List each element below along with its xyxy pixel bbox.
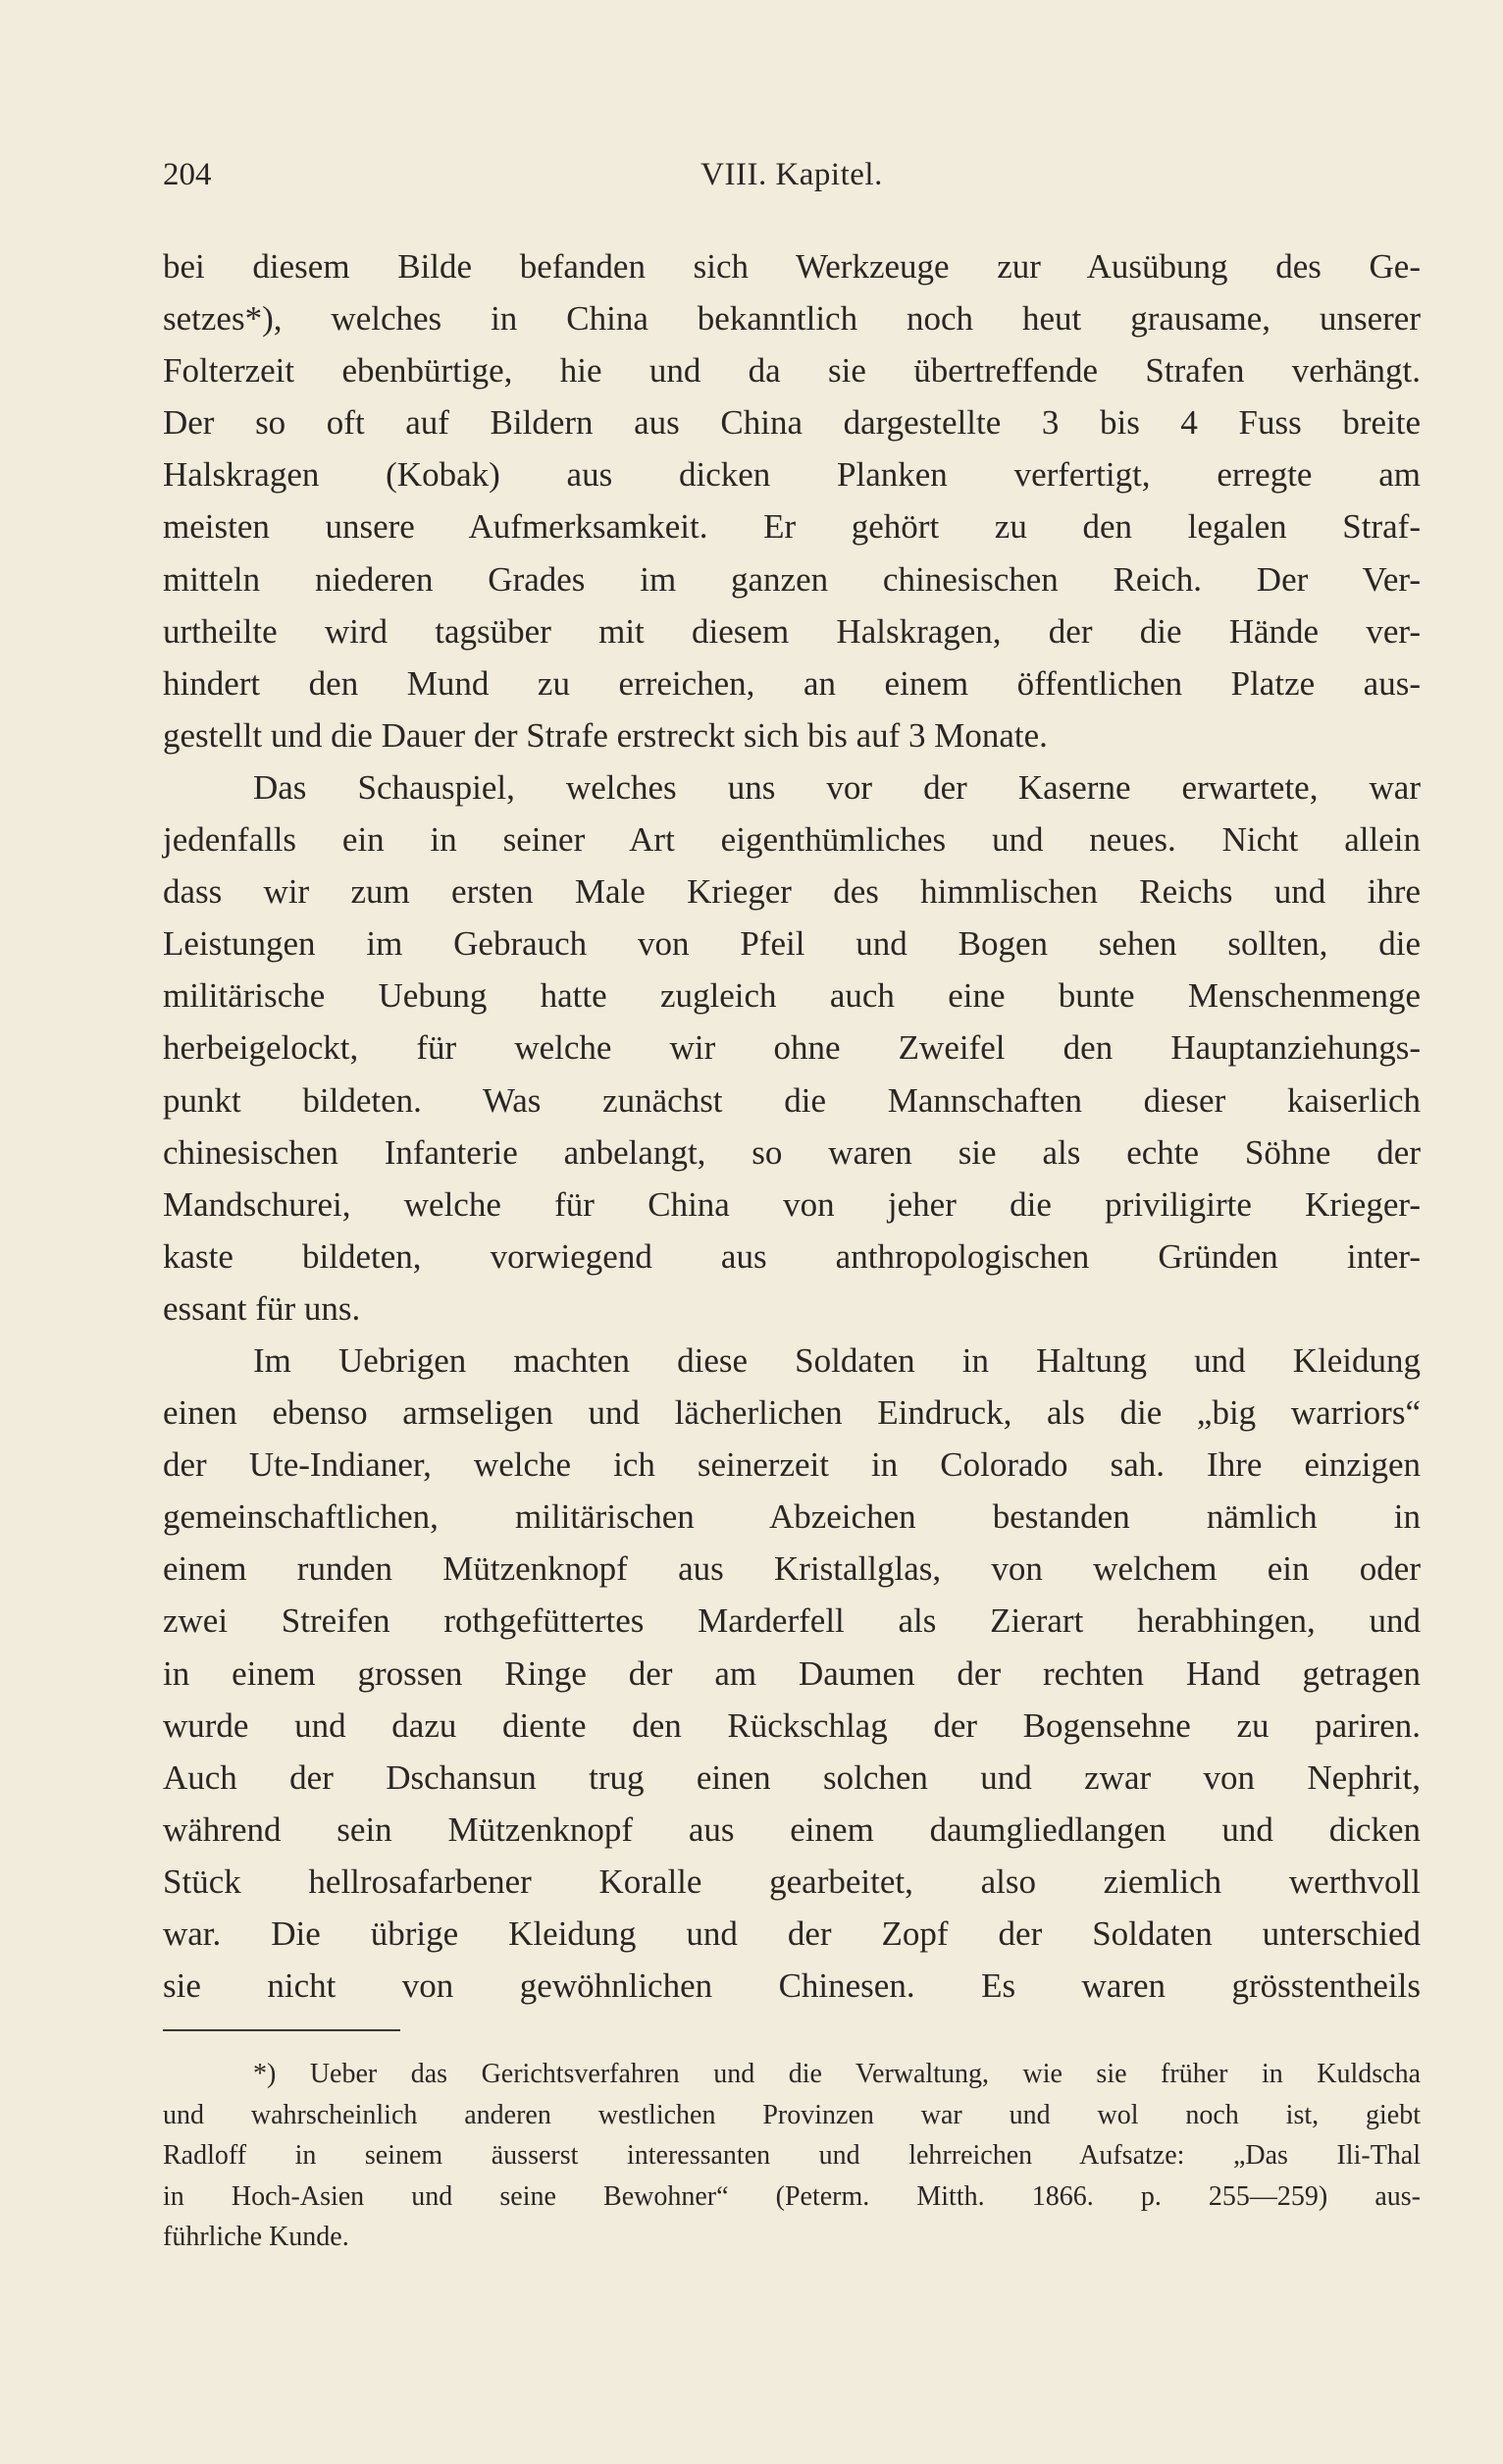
text-line: bei diesem Bilde befanden sich Werkzeuge zur Ausübung des Ge- [163, 247, 1421, 286]
text-line: Halskragen (Kobak) aus dicken Planken verfertigt, erregte am [163, 455, 1421, 495]
text-line: dass wir zum ersten Male Krieger des himmlischen Reichs und ihre [163, 872, 1421, 912]
text-line: punkt bildeten. Was zunächst die Mannschaften dieser kaiserlich [163, 1080, 1421, 1120]
footnote-line: *) Ueber das Gerichtsverfahren und die Verwaltung, wie sie früher in Kuldscha [253, 2059, 1421, 2089]
text-line: chinesischen Infanterie anbelangt, so waren sie als echte Söhne der [163, 1132, 1421, 1172]
footnote-divider [163, 2029, 400, 2031]
page-number: 204 [163, 157, 212, 192]
text-line: Stück hellrosafarbener Koralle gearbeitet, also ziemlich werthvoll [163, 1861, 1421, 1901]
footnote-line: in Hoch-Asien und seine Bewohner“ (Peterm. Mitth. 1866. p. 255—259) aus- [163, 2180, 1421, 2212]
text-line: Der so oft auf Bildern aus China dargestellte 3 bis 4 Fuss breite [163, 403, 1421, 443]
text-line: kaste bildeten, vorwiegend aus anthropologischen Gründen inter- [163, 1236, 1421, 1276]
text-line: urtheilte wird tagsüber mit diesem Halskragen, der die Hände ver- [163, 611, 1421, 651]
text-line: hindert den Mund zu erreichen, an einem öffentlichen Platze aus- [163, 663, 1421, 703]
text-line: mitteln niederen Grades im ganzen chinesischen Reich. Der Ver- [163, 559, 1421, 599]
paragraph-start-line: Das Schauspiel, welches uns vor der Kaserne erwartete, war [253, 767, 1421, 807]
text-line: in einem grossen Ringe der am Daumen der rechten Hand getragen [163, 1653, 1421, 1693]
text-line: meisten unsere Aufmerksamkeit. Er gehört zu den legalen Straf- [163, 507, 1421, 547]
text-line: der Ute-Indianer, welche ich seinerzeit in Colorado sah. Ihre einzigen [163, 1445, 1421, 1485]
footnote [163, 2054, 1421, 2258]
text-line: herbeigelockt, für welche wir ohne Zweifel den Hauptanziehungs- [163, 1028, 1421, 1068]
text-line: Leistungen im Gebrauch von Pfeil und Bogen sehen sollten, die [163, 924, 1421, 964]
text-line: militärische Uebung hatte zugleich auch eine bunte Menschenmenge [163, 976, 1421, 1016]
text-line: einen ebenso armseligen und lächerlichen Eindruck, als die „big warriors“ [163, 1393, 1421, 1433]
text-line: gestellt und die Dauer der Strafe erstreckt sich bis auf 3 Monate. [163, 715, 1048, 755]
text-line: sie nicht von gewöhnlichen Chinesen. Es waren grösstentheils [163, 1966, 1421, 2006]
text-line: wurde und dazu diente den Rückschlag der Bogensehne zu pariren. [163, 1705, 1421, 1745]
running-head [163, 157, 1421, 196]
text-line: gemeinschaftlichen, militärischen Abzeichen bestanden nämlich in [163, 1497, 1421, 1537]
text-line: jedenfalls ein in seiner Art eigenthümliches und neues. Nicht allein [163, 820, 1421, 860]
paragraph-start-line: Im Uebrigen machten diese Soldaten in Haltung und Kleidung [253, 1340, 1421, 1380]
text-line: Folterzeit ebenbürtige, hie und da sie übertreffende Strafen verhängt. [163, 351, 1421, 391]
chapter-title: VIII. Kapitel. [700, 157, 883, 192]
text-line: zwei Streifen rothgefüttertes Marderfell als Zierart herabhingen, und [163, 1601, 1421, 1641]
text-line: Auch der Dschansun trug einen solchen und zwar von Nephrit, [163, 1757, 1421, 1797]
text-line: essant für uns. [163, 1288, 361, 1328]
body-text [163, 240, 1421, 2012]
text-line: war. Die übrige Kleidung und der Zopf der Soldaten unterschied [163, 1914, 1421, 1953]
footnote-line: Radloff in seinem äusserst interessanten und lehrreichen Aufsatze: „Das Ili-Thal [163, 2140, 1421, 2171]
text-line: setzes*), welches in China bekanntlich noch heut grausame, unserer [163, 299, 1421, 339]
footnote-line: führliche Kunde. [163, 2222, 349, 2252]
text-line: während sein Mützenknopf aus einem daumgliedlangen und dicken [163, 1809, 1421, 1849]
footnote-line: und wahrscheinlich anderen westlichen Provinzen war und wol noch ist, giebt [163, 2099, 1421, 2130]
text-line: Mandschurei, welche für China von jeher die priviligirte Krieger- [163, 1184, 1421, 1224]
text-line: einem runden Mützenknopf aus Kristallglas, von welchem ein oder [163, 1549, 1421, 1589]
